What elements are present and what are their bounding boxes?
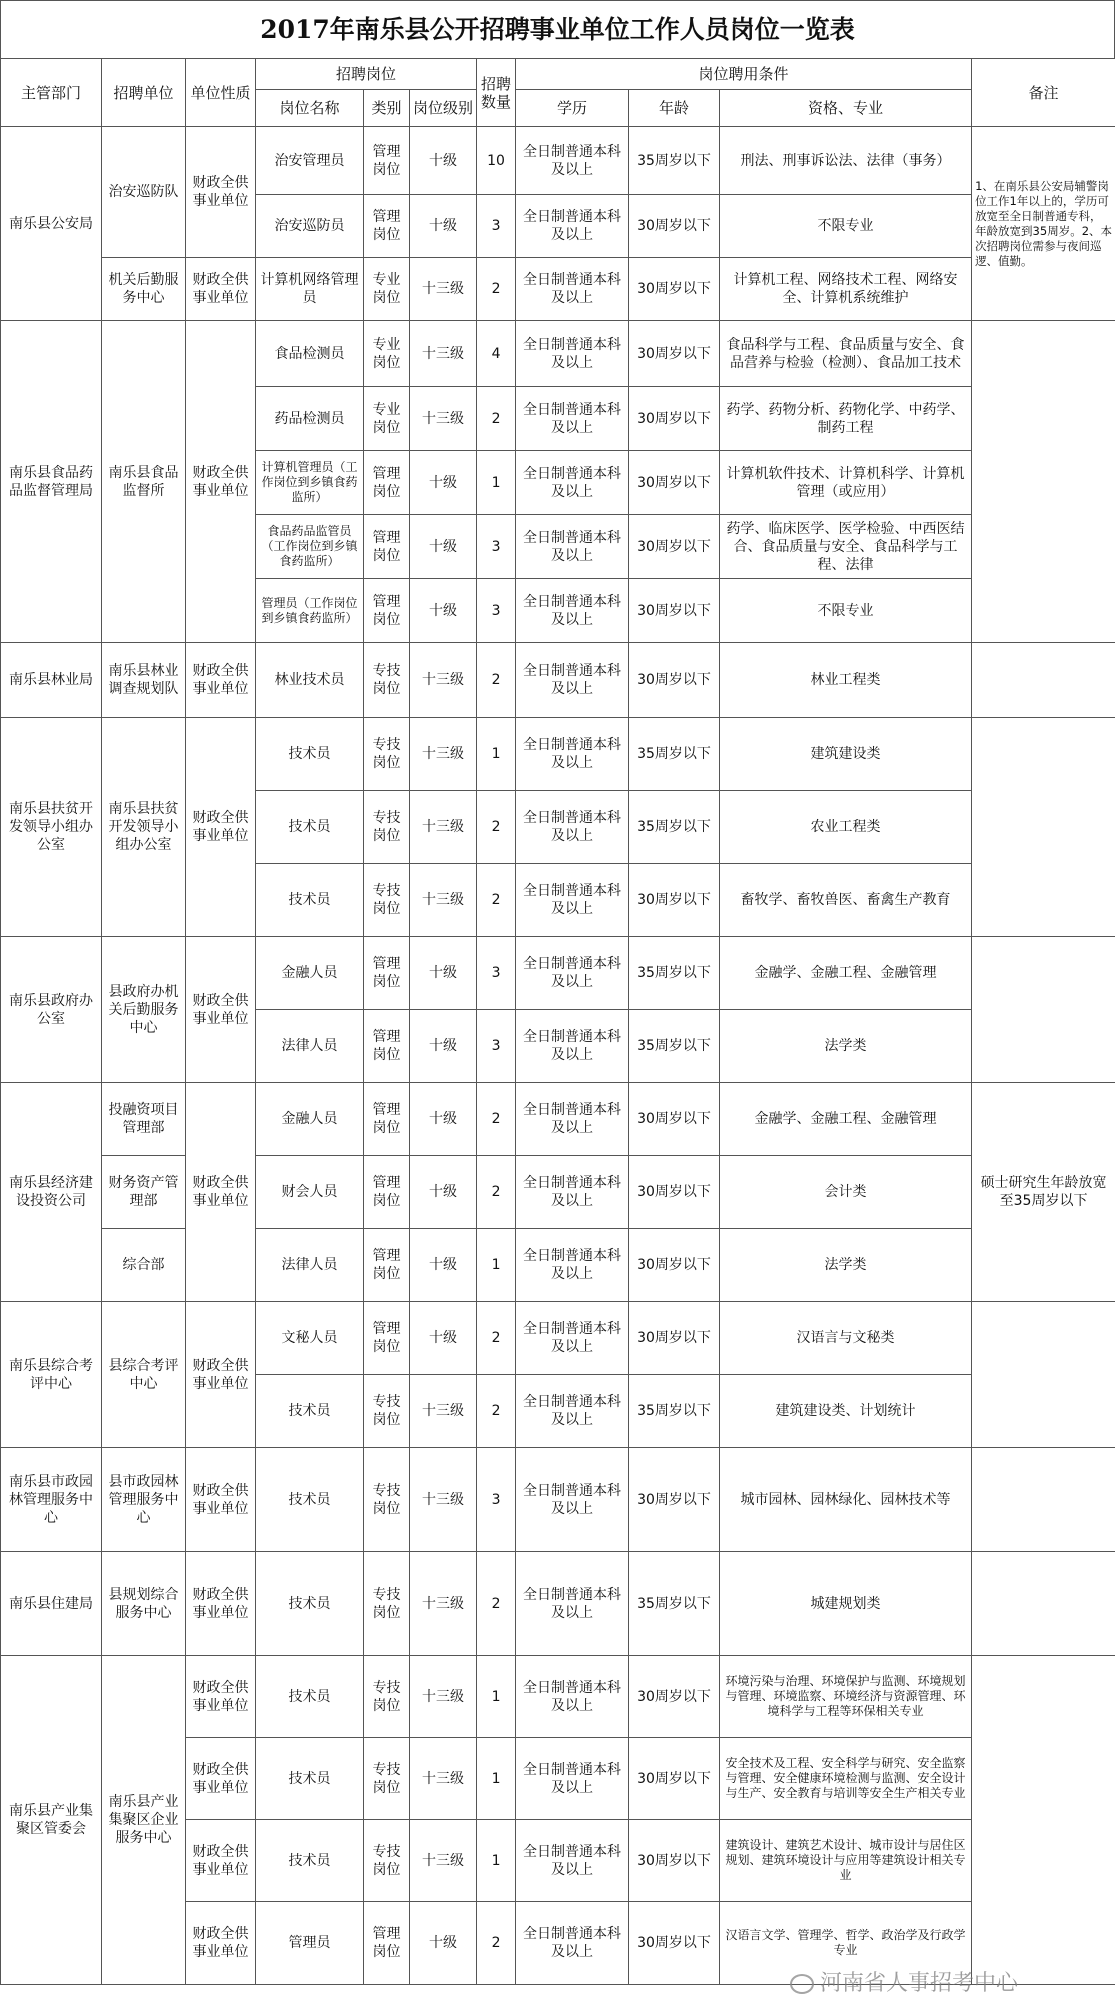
level-cell: 十三级	[410, 387, 477, 451]
unit-cell: 县市政园林管理服务中心	[102, 1448, 186, 1552]
edu-cell: 全日制普通本科及以上	[516, 718, 629, 791]
level-cell: 十三级	[410, 1448, 477, 1552]
level-cell: 十三级	[410, 864, 477, 937]
age-cell: 30周岁以下	[629, 451, 720, 515]
count-cell: 3	[477, 1448, 516, 1552]
count-cell: 2	[477, 258, 516, 321]
post-name-cell: 法律人员	[256, 1229, 364, 1302]
table-row	[1, 1448, 1115, 1552]
post-name-cell: 技术员	[256, 1552, 364, 1656]
edu-cell: 全日制普通本科及以上	[516, 1375, 629, 1448]
level-cell: 十三级	[410, 1738, 477, 1820]
dept-cell: 南乐县扶贫开发领导小组办公室	[1, 718, 102, 937]
unit-cell: 县规划综合服务中心	[102, 1552, 186, 1656]
category-cell: 专技岗位	[364, 1738, 410, 1820]
major-cell: 汉语言文学、管理学、哲学、政治学及行政学专业	[720, 1902, 972, 1985]
table-row	[1, 258, 1115, 321]
post-name-cell: 技术员	[256, 1656, 364, 1738]
dept-cell: 南乐县综合考评中心	[1, 1302, 102, 1448]
table-row	[1, 1656, 1115, 1738]
post-name-cell: 金融人员	[256, 937, 364, 1010]
age-cell: 35周岁以下	[629, 718, 720, 791]
unit-cell: 南乐县林业调查规划队	[102, 643, 186, 718]
table-row	[1, 1083, 1115, 1156]
level-cell: 十级	[410, 127, 477, 195]
post-name-cell: 林业技术员	[256, 643, 364, 718]
category-cell: 管理岗位	[364, 1229, 410, 1302]
major-cell: 法学类	[720, 1229, 972, 1302]
major-cell: 不限专业	[720, 195, 972, 258]
table-row	[1, 127, 1115, 195]
age-cell: 35周岁以下	[629, 1010, 720, 1083]
age-cell: 35周岁以下	[629, 937, 720, 1010]
dept-cell: 南乐县政府办公室	[1, 937, 102, 1083]
edu-cell: 全日制普通本科及以上	[516, 1902, 629, 1985]
header-remark: 备注	[972, 59, 1115, 127]
age-cell: 30周岁以下	[629, 579, 720, 643]
header-condition-group: 岗位聘用条件	[516, 59, 972, 90]
edu-cell: 全日制普通本科及以上	[516, 451, 629, 515]
dept-cell: 南乐县产业集聚区管委会	[1, 1656, 102, 1985]
level-cell: 十三级	[410, 258, 477, 321]
count-cell: 3	[477, 195, 516, 258]
unit-cell: 财务资产管理部	[102, 1156, 186, 1229]
edu-cell: 全日制普通本科及以上	[516, 321, 629, 387]
age-cell: 30周岁以下	[629, 321, 720, 387]
table-row	[1, 718, 1115, 791]
dept-cell: 南乐县住建局	[1, 1552, 102, 1656]
count-cell: 2	[477, 1375, 516, 1448]
level-cell: 十级	[410, 1156, 477, 1229]
post-name-cell: 药品检测员	[256, 387, 364, 451]
category-cell: 管理岗位	[364, 1902, 410, 1985]
table-row	[1, 1552, 1115, 1656]
edu-cell: 全日制普通本科及以上	[516, 1302, 629, 1375]
major-cell: 计算机工程、网络技术工程、网络安全、计算机系统维护	[720, 258, 972, 321]
count-cell: 2	[477, 387, 516, 451]
category-cell: 专技岗位	[364, 1656, 410, 1738]
edu-cell: 全日制普通本科及以上	[516, 1448, 629, 1552]
nature-cell: 财政全供事业单位	[186, 1820, 256, 1902]
header-dept: 主管部门	[1, 59, 102, 127]
major-cell: 城市园林、园林绿化、园林技术等	[720, 1448, 972, 1552]
category-cell: 管理岗位	[364, 1083, 410, 1156]
level-cell: 十级	[410, 1083, 477, 1156]
post-name-cell: 计算机管理员（工作岗位到乡镇食药监所）	[256, 451, 364, 515]
category-cell: 专技岗位	[364, 1375, 410, 1448]
category-cell: 管理岗位	[364, 127, 410, 195]
remark-cell	[972, 1302, 1115, 1448]
header-post-name: 岗位名称	[256, 90, 364, 127]
remark-cell: 1、在南乐县公安局辅警岗位工作1年以上的，学历可放宽至全日制普通专科，年龄放宽到35周岁。2、本次招聘岗位需参与夜间巡逻、值勤。	[972, 127, 1115, 321]
count-cell: 1	[477, 718, 516, 791]
header-nature: 单位性质	[186, 59, 256, 127]
age-cell: 30周岁以下	[629, 1448, 720, 1552]
major-cell: 林业工程类	[720, 643, 972, 718]
dept-cell: 南乐县公安局	[1, 127, 102, 321]
count-cell: 2	[477, 1902, 516, 1985]
category-cell: 专技岗位	[364, 718, 410, 791]
age-cell: 35周岁以下	[629, 1375, 720, 1448]
remark-cell	[972, 643, 1115, 718]
major-cell: 法学类	[720, 1010, 972, 1083]
edu-cell: 全日制普通本科及以上	[516, 1229, 629, 1302]
category-cell: 专业岗位	[364, 387, 410, 451]
unit-cell: 南乐县产业集聚区企业服务中心	[102, 1656, 186, 1985]
major-cell: 建筑建设类	[720, 718, 972, 791]
count-cell: 2	[477, 791, 516, 864]
level-cell: 十三级	[410, 791, 477, 864]
major-cell: 安全技术及工程、安全科学与研究、安全监察与管理、安全健康环境检测与监测、安全设计与生产、安全教育与培训等安全生产相关专业	[720, 1738, 972, 1820]
remark-cell	[972, 1552, 1115, 1656]
table-row	[1, 321, 1115, 387]
nature-cell: 财政全供事业单位	[186, 1902, 256, 1985]
post-name-cell: 技术员	[256, 1738, 364, 1820]
count-cell: 2	[477, 1083, 516, 1156]
post-name-cell: 文秘人员	[256, 1302, 364, 1375]
level-cell: 十级	[410, 1302, 477, 1375]
edu-cell: 全日制普通本科及以上	[516, 1738, 629, 1820]
remark-cell	[972, 321, 1115, 643]
remark-cell	[972, 1448, 1115, 1552]
level-cell: 十级	[410, 451, 477, 515]
age-cell: 30周岁以下	[629, 643, 720, 718]
age-cell: 30周岁以下	[629, 195, 720, 258]
major-cell: 药学、药物分析、药物化学、中药学、制药工程	[720, 387, 972, 451]
nature-cell: 财政全供事业单位	[186, 1083, 256, 1302]
post-name-cell: 治安管理员	[256, 127, 364, 195]
count-cell: 1	[477, 1656, 516, 1738]
post-name-cell: 技术员	[256, 791, 364, 864]
level-cell: 十级	[410, 1902, 477, 1985]
post-name-cell: 金融人员	[256, 1083, 364, 1156]
major-cell: 建筑建设类、计划统计	[720, 1375, 972, 1448]
post-name-cell: 计算机网络管理员	[256, 258, 364, 321]
post-name-cell: 技术员	[256, 1375, 364, 1448]
post-name-cell: 技术员	[256, 1820, 364, 1902]
unit-cell: 南乐县扶贫开发领导小组办公室	[102, 718, 186, 937]
remark-cell	[972, 718, 1115, 937]
level-cell: 十三级	[410, 1552, 477, 1656]
positions-table	[0, 58, 1115, 1985]
age-cell: 35周岁以下	[629, 791, 720, 864]
count-cell: 2	[477, 1156, 516, 1229]
major-cell: 城建规划类	[720, 1552, 972, 1656]
edu-cell: 全日制普通本科及以上	[516, 195, 629, 258]
unit-cell: 机关后勤服务中心	[102, 258, 186, 321]
edu-cell: 全日制普通本科及以上	[516, 1552, 629, 1656]
major-cell: 建筑设计、建筑艺术设计、城市设计与居住区规划、建筑环境设计与应用等建筑设计相关专业	[720, 1820, 972, 1902]
count-cell: 2	[477, 864, 516, 937]
category-cell: 专技岗位	[364, 1820, 410, 1902]
level-cell: 十三级	[410, 321, 477, 387]
count-cell: 10	[477, 127, 516, 195]
nature-cell: 财政全供事业单位	[186, 718, 256, 937]
count-cell: 1	[477, 1738, 516, 1820]
remark-cell	[972, 1656, 1115, 1985]
unit-cell: 治安巡防队	[102, 127, 186, 258]
category-cell: 管理岗位	[364, 1302, 410, 1375]
count-cell: 4	[477, 321, 516, 387]
edu-cell: 全日制普通本科及以上	[516, 258, 629, 321]
nature-cell: 财政全供事业单位	[186, 1738, 256, 1820]
age-cell: 30周岁以下	[629, 1902, 720, 1985]
post-name-cell: 管理员	[256, 1902, 364, 1985]
major-cell: 计算机软件技术、计算机科学、计算机管理（或应用）	[720, 451, 972, 515]
level-cell: 十级	[410, 515, 477, 579]
edu-cell: 全日制普通本科及以上	[516, 1656, 629, 1738]
major-cell: 刑法、刑事诉讼法、法律（事务）	[720, 127, 972, 195]
count-cell: 1	[477, 1229, 516, 1302]
category-cell: 专技岗位	[364, 643, 410, 718]
count-cell: 3	[477, 937, 516, 1010]
category-cell: 专技岗位	[364, 791, 410, 864]
watermark	[790, 1966, 1018, 1997]
category-cell: 专技岗位	[364, 1552, 410, 1656]
level-cell: 十三级	[410, 1375, 477, 1448]
dept-cell: 南乐县经济建设投资公司	[1, 1083, 102, 1302]
post-name-cell: 财会人员	[256, 1156, 364, 1229]
unit-cell: 县综合考评中心	[102, 1302, 186, 1448]
post-name-cell: 法律人员	[256, 1010, 364, 1083]
edu-cell: 全日制普通本科及以上	[516, 387, 629, 451]
category-cell: 管理岗位	[364, 451, 410, 515]
unit-cell: 综合部	[102, 1229, 186, 1302]
edu-cell: 全日制普通本科及以上	[516, 1156, 629, 1229]
category-cell: 专业岗位	[364, 258, 410, 321]
header-count: 招聘数量	[477, 59, 516, 127]
major-cell: 不限专业	[720, 579, 972, 643]
unit-cell: 县政府办机关后勤服务中心	[102, 937, 186, 1083]
age-cell: 30周岁以下	[629, 387, 720, 451]
table-row	[1, 1229, 1115, 1302]
level-cell: 十级	[410, 1010, 477, 1083]
age-cell: 30周岁以下	[629, 1156, 720, 1229]
post-name-cell: 技术员	[256, 864, 364, 937]
edu-cell: 全日制普通本科及以上	[516, 127, 629, 195]
age-cell: 30周岁以下	[629, 864, 720, 937]
category-cell: 管理岗位	[364, 937, 410, 1010]
table-row	[1, 1156, 1115, 1229]
age-cell: 30周岁以下	[629, 1229, 720, 1302]
header-age: 年龄	[629, 90, 720, 127]
edu-cell: 全日制普通本科及以上	[516, 1083, 629, 1156]
nature-cell: 财政全供事业单位	[186, 937, 256, 1083]
age-cell: 35周岁以下	[629, 1552, 720, 1656]
count-cell: 2	[477, 1552, 516, 1656]
nature-cell: 财政全供事业单位	[186, 1302, 256, 1448]
age-cell: 30周岁以下	[629, 1738, 720, 1820]
category-cell: 管理岗位	[364, 579, 410, 643]
table-row	[1, 937, 1115, 1010]
nature-cell: 财政全供事业单位	[186, 643, 256, 718]
level-cell: 十级	[410, 579, 477, 643]
nature-cell: 财政全供事业单位	[186, 127, 256, 258]
major-cell: 会计类	[720, 1156, 972, 1229]
post-name-cell: 治安巡防员	[256, 195, 364, 258]
age-cell: 30周岁以下	[629, 1302, 720, 1375]
header-post-group: 招聘岗位	[256, 59, 477, 90]
header-major: 资格、专业	[720, 90, 972, 127]
unit-cell: 南乐县食品监督所	[102, 321, 186, 643]
edu-cell: 全日制普通本科及以上	[516, 643, 629, 718]
major-cell: 药学、临床医学、医学检验、中西医结合、食品质量与安全、食品科学与工程、法律	[720, 515, 972, 579]
category-cell: 专技岗位	[364, 864, 410, 937]
count-cell: 3	[477, 515, 516, 579]
count-cell: 3	[477, 1010, 516, 1083]
unit-cell: 投融资项目管理部	[102, 1083, 186, 1156]
table-row	[1, 1302, 1115, 1375]
dept-cell: 南乐县林业局	[1, 643, 102, 718]
level-cell: 十级	[410, 195, 477, 258]
age-cell: 30周岁以下	[629, 1820, 720, 1902]
dept-cell: 南乐县市政园林管理服务中心	[1, 1448, 102, 1552]
major-cell: 畜牧学、畜牧兽医、畜禽生产教育	[720, 864, 972, 937]
post-name-cell: 技术员	[256, 1448, 364, 1552]
category-cell: 管理岗位	[364, 1010, 410, 1083]
count-cell: 3	[477, 579, 516, 643]
nature-cell: 财政全供事业单位	[186, 321, 256, 643]
age-cell: 30周岁以下	[629, 1083, 720, 1156]
major-cell: 金融学、金融工程、金融管理	[720, 1083, 972, 1156]
level-cell: 十三级	[410, 1820, 477, 1902]
edu-cell: 全日制普通本科及以上	[516, 1010, 629, 1083]
age-cell: 30周岁以下	[629, 258, 720, 321]
age-cell: 30周岁以下	[629, 515, 720, 579]
category-cell: 管理岗位	[364, 1156, 410, 1229]
category-cell: 专技岗位	[364, 1448, 410, 1552]
count-cell: 1	[477, 1820, 516, 1902]
header-level: 岗位级别	[410, 90, 477, 127]
remark-cell	[972, 937, 1115, 1083]
header-category: 类别	[364, 90, 410, 127]
remark-cell: 硕士研究生年龄放宽至35周岁以下	[972, 1083, 1115, 1302]
post-name-cell: 管理员（工作岗位到乡镇食药监所）	[256, 579, 364, 643]
page-title: 2017年南乐县公开招聘事业单位工作人员岗位一览表	[0, 0, 1115, 58]
nature-cell: 财政全供事业单位	[186, 1656, 256, 1738]
post-name-cell: 食品检测员	[256, 321, 364, 387]
category-cell: 管理岗位	[364, 195, 410, 258]
edu-cell: 全日制普通本科及以上	[516, 579, 629, 643]
edu-cell: 全日制普通本科及以上	[516, 937, 629, 1010]
age-cell: 30周岁以下	[629, 1656, 720, 1738]
edu-cell: 全日制普通本科及以上	[516, 864, 629, 937]
major-cell: 环境污染与治理、环境保护与监测、环境规划与管理、环境监察、环境经济与资源管理、环境科学与工程等环保相关专业	[720, 1656, 972, 1738]
count-cell: 1	[477, 451, 516, 515]
major-cell: 农业工程类	[720, 791, 972, 864]
age-cell: 35周岁以下	[629, 127, 720, 195]
level-cell: 十三级	[410, 718, 477, 791]
table-row	[1, 643, 1115, 718]
post-name-cell: 技术员	[256, 718, 364, 791]
major-cell: 汉语言与文秘类	[720, 1302, 972, 1375]
category-cell: 专业岗位	[364, 321, 410, 387]
category-cell: 管理岗位	[364, 515, 410, 579]
dept-cell: 南乐县食品药品监督管理局	[1, 321, 102, 643]
major-cell: 金融学、金融工程、金融管理	[720, 937, 972, 1010]
major-cell: 食品科学与工程、食品质量与安全、食品营养与检验（检测）、食品加工技术	[720, 321, 972, 387]
level-cell: 十三级	[410, 1656, 477, 1738]
watermark-text: 河南省人事招考中心	[820, 1971, 1019, 1996]
level-cell: 十三级	[410, 643, 477, 718]
level-cell: 十级	[410, 1229, 477, 1302]
header-unit: 招聘单位	[102, 59, 186, 127]
header-education: 学历	[516, 90, 629, 127]
level-cell: 十级	[410, 937, 477, 1010]
nature-cell: 财政全供事业单位	[186, 258, 256, 321]
edu-cell: 全日制普通本科及以上	[516, 1820, 629, 1902]
count-cell: 2	[477, 643, 516, 718]
wechat-logo-icon	[790, 1974, 814, 1994]
edu-cell: 全日制普通本科及以上	[516, 515, 629, 579]
edu-cell: 全日制普通本科及以上	[516, 791, 629, 864]
nature-cell: 财政全供事业单位	[186, 1448, 256, 1552]
nature-cell: 财政全供事业单位	[186, 1552, 256, 1656]
count-cell: 2	[477, 1302, 516, 1375]
post-name-cell: 食品药品监管员（工作岗位到乡镇食药监所）	[256, 515, 364, 579]
